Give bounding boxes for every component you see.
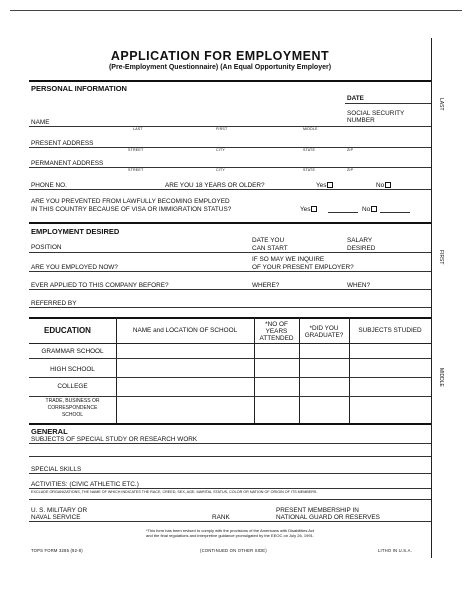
activities-line-2[interactable] bbox=[29, 499, 431, 500]
form-subtitle: (Pre-Employment Questionnaire) (An Equal Opportunity Employer) bbox=[108, 64, 332, 71]
form-number: TOPS FORM 3285 (92-8) bbox=[31, 548, 83, 553]
salary-label-1: SALARY bbox=[347, 237, 373, 244]
special-study-line[interactable] bbox=[29, 443, 431, 444]
present-address-line[interactable] bbox=[29, 147, 431, 148]
side-label-first: FIRST bbox=[438, 250, 444, 265]
section-personal-heading: PERSONAL INFORMATION bbox=[31, 84, 127, 93]
section-general-heading: GENERAL bbox=[31, 427, 68, 436]
edu-row-trade-2: CORRESPONDENCE bbox=[47, 405, 98, 411]
name-sub-first: FIRST bbox=[216, 127, 228, 131]
form-title: APPLICATION FOR EMPLOYMENT bbox=[110, 49, 330, 63]
permanent-sub-state: STATE bbox=[303, 168, 316, 172]
age-yes-label: Yes bbox=[316, 182, 327, 189]
referred-by-line[interactable] bbox=[29, 307, 431, 308]
military-label-2: NAVAL SERVICE bbox=[31, 514, 81, 521]
activities-line[interactable] bbox=[29, 488, 431, 489]
special-study-line-2[interactable] bbox=[29, 456, 431, 457]
education-heading: EDUCATION bbox=[44, 326, 91, 335]
military-label-1: U. S. MILITARY OR bbox=[31, 507, 88, 514]
continued-note: (CONTINUED ON OTHER SIDE) bbox=[200, 548, 267, 553]
title-divider bbox=[29, 80, 431, 82]
litho-note: LITHO IN U.S.A. bbox=[378, 548, 412, 553]
present-sub-state: STATE bbox=[303, 148, 316, 152]
permanent-address-label: PERMANENT ADDRESS bbox=[31, 160, 104, 167]
military-line[interactable] bbox=[29, 521, 431, 522]
col-years-header-1: *NO OF bbox=[265, 321, 288, 328]
permanent-sub-zip: ZIP bbox=[347, 168, 354, 172]
name-label: NAME bbox=[31, 119, 50, 126]
exclude-note: EXCLUDE ORGANIZATIONS, THE NAME OF WHICH INDICATES THE RACE, CREED, SEX, AGE, MARITAL STATUS, COLOR OR NATION OF ORIGIN OF ITS MEMBERS. bbox=[31, 490, 318, 494]
col-school-header: NAME and LOCATION OF SCHOOL bbox=[132, 327, 238, 334]
permanent-sub-street: STREET bbox=[128, 168, 144, 172]
age-yes[interactable] bbox=[316, 182, 333, 189]
education-bottom-border bbox=[29, 423, 431, 425]
activities-label: ACTIVITIES: (CIVIC ATHLETIC ETC.) bbox=[31, 481, 139, 488]
side-label-last: LAST bbox=[438, 98, 444, 111]
visa-yes-line bbox=[328, 212, 358, 213]
present-sub-zip: ZIP bbox=[347, 148, 354, 152]
date-line bbox=[345, 103, 431, 104]
inquire-label-2: OF YOUR PRESENT EMPLOYER? bbox=[252, 264, 354, 271]
ssn-label-2: NUMBER bbox=[347, 117, 375, 124]
edu-row-trade-1: TRADE, BUSINESS OR bbox=[45, 398, 100, 404]
age-no-checkbox[interactable] bbox=[385, 182, 391, 188]
section-employment-heading: EMPLOYMENT DESIRED bbox=[31, 227, 120, 236]
guard-label-2: NATIONAL GUARD OR RESERVES bbox=[276, 514, 380, 521]
special-skills-line[interactable] bbox=[29, 473, 431, 474]
phone-label: PHONE NO. bbox=[31, 182, 67, 189]
edu-row-line-3 bbox=[29, 396, 431, 397]
date-start-label-1: DATE YOU bbox=[252, 237, 285, 244]
col-subjects-header: SUBJECTS STUDIED bbox=[358, 327, 422, 334]
col-years-header-2: YEARS bbox=[265, 328, 288, 335]
permanent-sub-city: CITY bbox=[216, 168, 225, 172]
date-start-label-2: CAN START bbox=[252, 245, 288, 252]
where-label: WHERE? bbox=[252, 282, 280, 289]
rank-label: RANK bbox=[212, 514, 230, 521]
col-grad-header-1: *DID YOU bbox=[309, 325, 339, 332]
edu-row-college: COLLEGE bbox=[57, 383, 88, 390]
education-top-border bbox=[29, 317, 431, 319]
ssn-label-1: SOCIAL SECURITY bbox=[347, 110, 405, 117]
age-no[interactable] bbox=[376, 182, 391, 189]
form-right-border bbox=[431, 38, 432, 558]
special-study-label: SUBJECTS OF SPECIAL STUDY OR RESEARCH WORK bbox=[31, 436, 198, 443]
edu-row-line-1 bbox=[29, 358, 431, 359]
phone-line[interactable] bbox=[29, 189, 431, 190]
name-sub-last: LAST bbox=[133, 127, 143, 131]
present-address-label: PRESENT ADDRESS bbox=[31, 140, 94, 147]
when-label: WHEN? bbox=[347, 282, 371, 289]
edu-header-bottom bbox=[29, 343, 431, 344]
age-yes-checkbox[interactable] bbox=[327, 182, 333, 188]
ada-note-1: *This form has been revised to comply with the provisions of the Americans with Disabilities Act bbox=[145, 528, 315, 533]
date-label: DATE bbox=[347, 95, 364, 102]
name-sub-middle: MIDDLE bbox=[303, 127, 318, 131]
permanent-address-line[interactable] bbox=[29, 167, 431, 168]
visa-yes-label: Yes bbox=[300, 206, 311, 213]
applied-before-line[interactable] bbox=[29, 289, 431, 290]
present-sub-city: CITY bbox=[216, 148, 225, 152]
referred-by-label: REFERRED BY bbox=[31, 300, 77, 307]
visa-question-2: IN THIS COUNTRY BECAUSE OF VISA OR IMMIGRATION STATUS? bbox=[31, 206, 232, 213]
col-years-header-3: ATTENDED bbox=[259, 335, 294, 342]
ada-note-2: and the final regulations and interpretive guidance promulgated by the EEOC on July 26, 1991. bbox=[146, 533, 314, 538]
visa-no-checkbox[interactable] bbox=[371, 206, 377, 212]
edu-row-grammar: GRAMMAR SCHOOL bbox=[41, 348, 104, 355]
employed-now-label: ARE YOU EMPLOYED NOW? bbox=[31, 264, 118, 271]
visa-question-1: ARE YOU PREVENTED FROM LAWFULLY BECOMING EMPLOYED bbox=[31, 198, 230, 205]
visa-no-line bbox=[380, 212, 410, 213]
name-line[interactable] bbox=[29, 126, 431, 127]
age-question: ARE YOU 18 YEARS OR OLDER? bbox=[165, 182, 265, 189]
edu-row-line-2 bbox=[29, 377, 431, 378]
salary-label-2: DESIRED bbox=[347, 245, 376, 252]
edu-row-high: HIGH SCHOOL bbox=[50, 366, 95, 373]
present-sub-street: STREET bbox=[128, 148, 144, 152]
side-label-middle: MIDDLE bbox=[438, 368, 444, 387]
applied-before-label: EVER APPLIED TO THIS COMPANY BEFORE? bbox=[31, 282, 169, 289]
visa-yes-checkbox[interactable] bbox=[311, 206, 317, 212]
guard-label-1: PRESENT MEMBERSHIP IN bbox=[276, 507, 359, 514]
special-skills-label: SPECIAL SKILLS bbox=[31, 466, 82, 473]
position-line[interactable] bbox=[29, 252, 431, 253]
employed-now-line[interactable] bbox=[29, 271, 431, 272]
age-no-label: No bbox=[376, 182, 385, 189]
edu-row-trade-3: SCHOOL bbox=[61, 412, 84, 418]
col-grad-header-2: GRADUATE? bbox=[304, 332, 344, 339]
visa-yes[interactable] bbox=[300, 206, 317, 213]
visa-no-label: No bbox=[362, 206, 371, 213]
inquire-label-1: IF SO MAY WE INQUIRE bbox=[252, 256, 325, 263]
visa-no[interactable] bbox=[362, 206, 377, 213]
position-label: POSITION bbox=[31, 244, 62, 251]
employment-divider bbox=[29, 222, 431, 224]
